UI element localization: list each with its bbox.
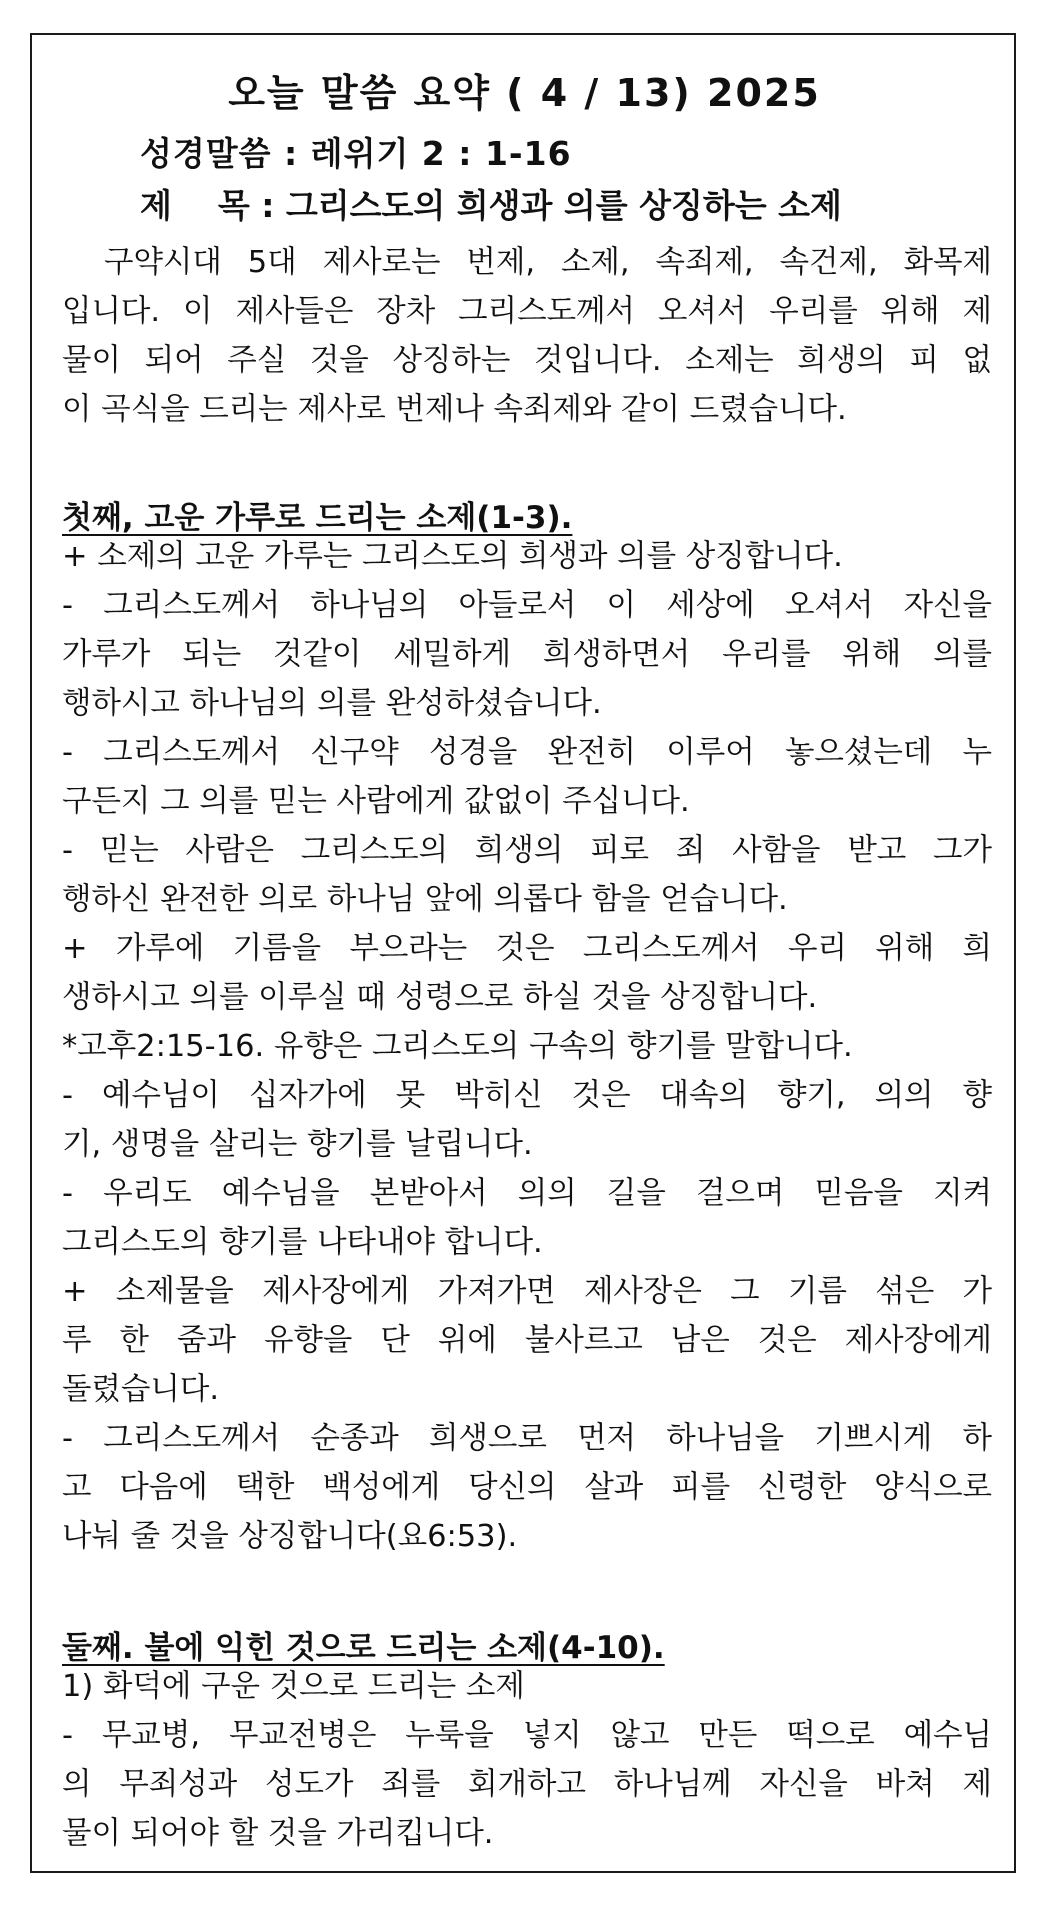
body-line: 의 무죄성과 성도가 죄를 회개하고 하나님께 자신을 바쳐 제 (62, 1767, 992, 1802)
intro-line: 이 곡식을 드리는 제사로 번제나 속죄제와 같이 드렸습니다. (62, 392, 847, 427)
body-line: 생하시고 의를 이루실 때 성령으로 하실 것을 상징합니다. (62, 980, 818, 1015)
body-line: 돌렸습니다. (62, 1372, 220, 1407)
body-line: 기, 생명을 살리는 향기를 날립니다. (62, 1127, 533, 1162)
body-line: - 무교병, 무교전병은 누룩을 넣지 않고 만든 떡으로 예수님 (62, 1718, 992, 1753)
body-line: 행하신 완전한 의로 하나님 앞에 의롭다 함을 얻습니다. (62, 882, 788, 917)
intro-line: 입니다. 이 제사들은 장차 그리스도께서 오셔서 우리를 위해 제 (62, 294, 992, 329)
body-line: 고 다음에 택한 백성에게 당신의 살과 피를 신령한 양식으로 (62, 1470, 992, 1505)
body-line: 행하시고 하나님의 의를 완성하셨습니다. (62, 686, 602, 721)
sermon-subject: 제 목 : 그리스도의 희생과 의를 상징하는 소제 (140, 186, 842, 225)
body-line: *고후2:15-16. 유향은 그리스도의 구속의 향기를 말합니다. (62, 1029, 853, 1064)
body-line: 나눠 줄 것을 상징합니다(요6:53). (62, 1519, 518, 1554)
body-line: - 그리스도께서 하나님의 아들로서 이 세상에 오셔서 자신을 (62, 588, 992, 623)
section-heading-first: 첫째, 고운 가루로 드리는 소제(1-3). (62, 500, 573, 536)
scripture-reference: 성경말씀 : 레위기 2 : 1-16 (140, 134, 572, 173)
body-line: - 믿는 사람은 그리스도의 희생의 피로 죄 사함을 받고 그가 (62, 833, 992, 868)
body-line: + 소제물을 제사장에게 가져가면 제사장은 그 기름 섞은 가 (62, 1274, 992, 1309)
body-line: - 우리도 예수님을 본받아서 의의 길을 걸으며 믿음을 지켜 (62, 1176, 992, 1211)
body-line: + 소제의 고운 가루는 그리스도의 희생과 의를 상징합니다. (62, 539, 843, 574)
body-line: 그리스도의 향기를 나타내야 합니다. (62, 1225, 543, 1260)
body-line: 가루가 되는 것같이 세밀하게 희생하면서 우리를 위해 의를 (62, 637, 992, 672)
section-heading-second: 둘째. 불에 익힌 것으로 드리는 소제(4-10). (62, 1630, 665, 1666)
body-line: + 가루에 기름을 부으라는 것은 그리스도께서 우리 위해 희 (62, 931, 992, 966)
body-line: 1) 화덕에 구운 것으로 드리는 소제 (62, 1669, 525, 1704)
intro-line: 물이 되어 주실 것을 상징하는 것입니다. 소제는 희생의 피 없 (62, 343, 992, 378)
body-line: - 그리스도께서 신구약 성경을 완전히 이루어 놓으셨는데 누 (62, 735, 992, 770)
body-line: 루 한 줌과 유향을 단 위에 불사르고 남은 것은 제사장에게 (62, 1323, 992, 1358)
body-line: 물이 되어야 할 것을 가리킵니다. (62, 1816, 494, 1851)
page-title: 오늘 말씀 요약 ( 4 / 13) 2025 (228, 71, 821, 115)
body-line: - 예수님이 십자가에 못 박히신 것은 대속의 향기, 의의 향 (62, 1078, 992, 1113)
body-line: 구든지 그 의를 믿는 사람에게 값없이 주십니다. (62, 784, 690, 819)
intro-line: 구약시대 5대 제사로는 번제, 소제, 속죄제, 속건제, 화목제 (104, 245, 992, 280)
body-line: - 그리스도께서 순종과 희생으로 먼저 하나님을 기쁘시게 하 (62, 1421, 992, 1456)
